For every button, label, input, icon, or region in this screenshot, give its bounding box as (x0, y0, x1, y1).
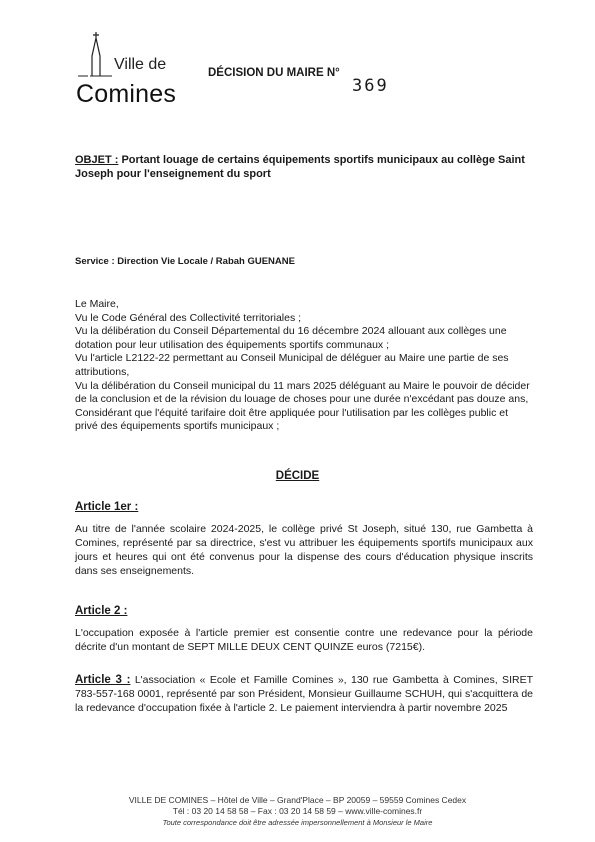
article2-text: L'occupation exposée à l'article premier est consentie contre une redevance pour la période décrite d'un montant de SEPT MILLE DEUX CENT QUINZE euros (7215€). (75, 627, 533, 653)
decision-title: DÉCISION DU MAIRE N° (208, 67, 340, 79)
article3-text: L'association « Ecole et Famille Comines », 130 rue Gambetta à Comines, SIRET 783-557-168 0001, représenté par son Président, Monsieur Guillaume SCHUH, qui s'acquittera de la redevance d'occupation fixée à l'article 2. Le paiement interviendra à partir novembre 2025 (75, 674, 533, 714)
preamble-line: Le Maire, (75, 298, 119, 310)
service-line: Service : Direction Vie Locale / Rabah GUENANE (75, 256, 295, 267)
article3-title: Article 3 : (75, 674, 131, 686)
logo-text-ville-de: Ville de (114, 56, 167, 73)
preamble-line: Vu le Code Général des Collectivité territoriales ; (75, 311, 302, 324)
decision-number: 369 (352, 76, 389, 96)
article2-title: Article 2 : (75, 605, 128, 617)
church-spire-logo-icon (76, 30, 116, 80)
footer-contact: Tél : 03 20 14 58 58 – Fax : 03 20 14 58 59 – www.ville-comines.fr (172, 806, 423, 816)
footer-note: Toute correspondance doit être adressée impersonnellement à Monsieur le Maire (162, 818, 433, 827)
footer-address: VILLE DE COMINES – Hôtel de Ville – Grand'Place – BP 20059 – 59559 Comines Cedex (128, 795, 467, 805)
objet-section (75, 153, 535, 181)
article1-text: Au titre de l'année scolaire 2024-2025, le collège privé St Joseph, situé 130, rue Gambetta à Comines, représenté par sa directrice, s'est vu attribuer les équipements sportifs municipaux aux jours et heures qui ont été convenus pour la dispense des cours d'éducation physique inscrits dans ses enseignements. (75, 523, 533, 577)
objet-label: OBJET : (75, 154, 119, 166)
preamble-line: Vu la délibération du Conseil municipal du 11 mars 2025 déléguant au Maire le pouvoir de décider de la conclusion et de la révision du louage de choses pour une durée n'excédant pas douze ans, (75, 379, 530, 406)
preamble-line: Vu l'article L2122-22 permettant au Conseil Municipal de déléguer au Maire une partie de ses attributions, (75, 352, 509, 378)
preamble (75, 298, 533, 434)
footer (0, 795, 595, 828)
logo-text-comines: Comines (76, 80, 177, 108)
objet-text: Portant louage de certains équipements sportifs municipaux au collège Saint Joseph pour l'enseignement du sport (75, 154, 525, 180)
decide-heading: DÉCIDE (275, 470, 320, 482)
article1-title: Article 1er : (75, 501, 139, 513)
article3 (75, 673, 533, 715)
preamble-line: Considérant que l'équité tarifaire doit être appliquée pour l'utilisation par les collèges public et privé des équipements sportifs municipaux ; (75, 406, 509, 433)
preamble-line: Vu la délibération du Conseil Départemental du 16 décembre 2024 allouant aux collèges une dotation pour leur utilisation des équipements sportifs communaux ; (75, 325, 507, 351)
